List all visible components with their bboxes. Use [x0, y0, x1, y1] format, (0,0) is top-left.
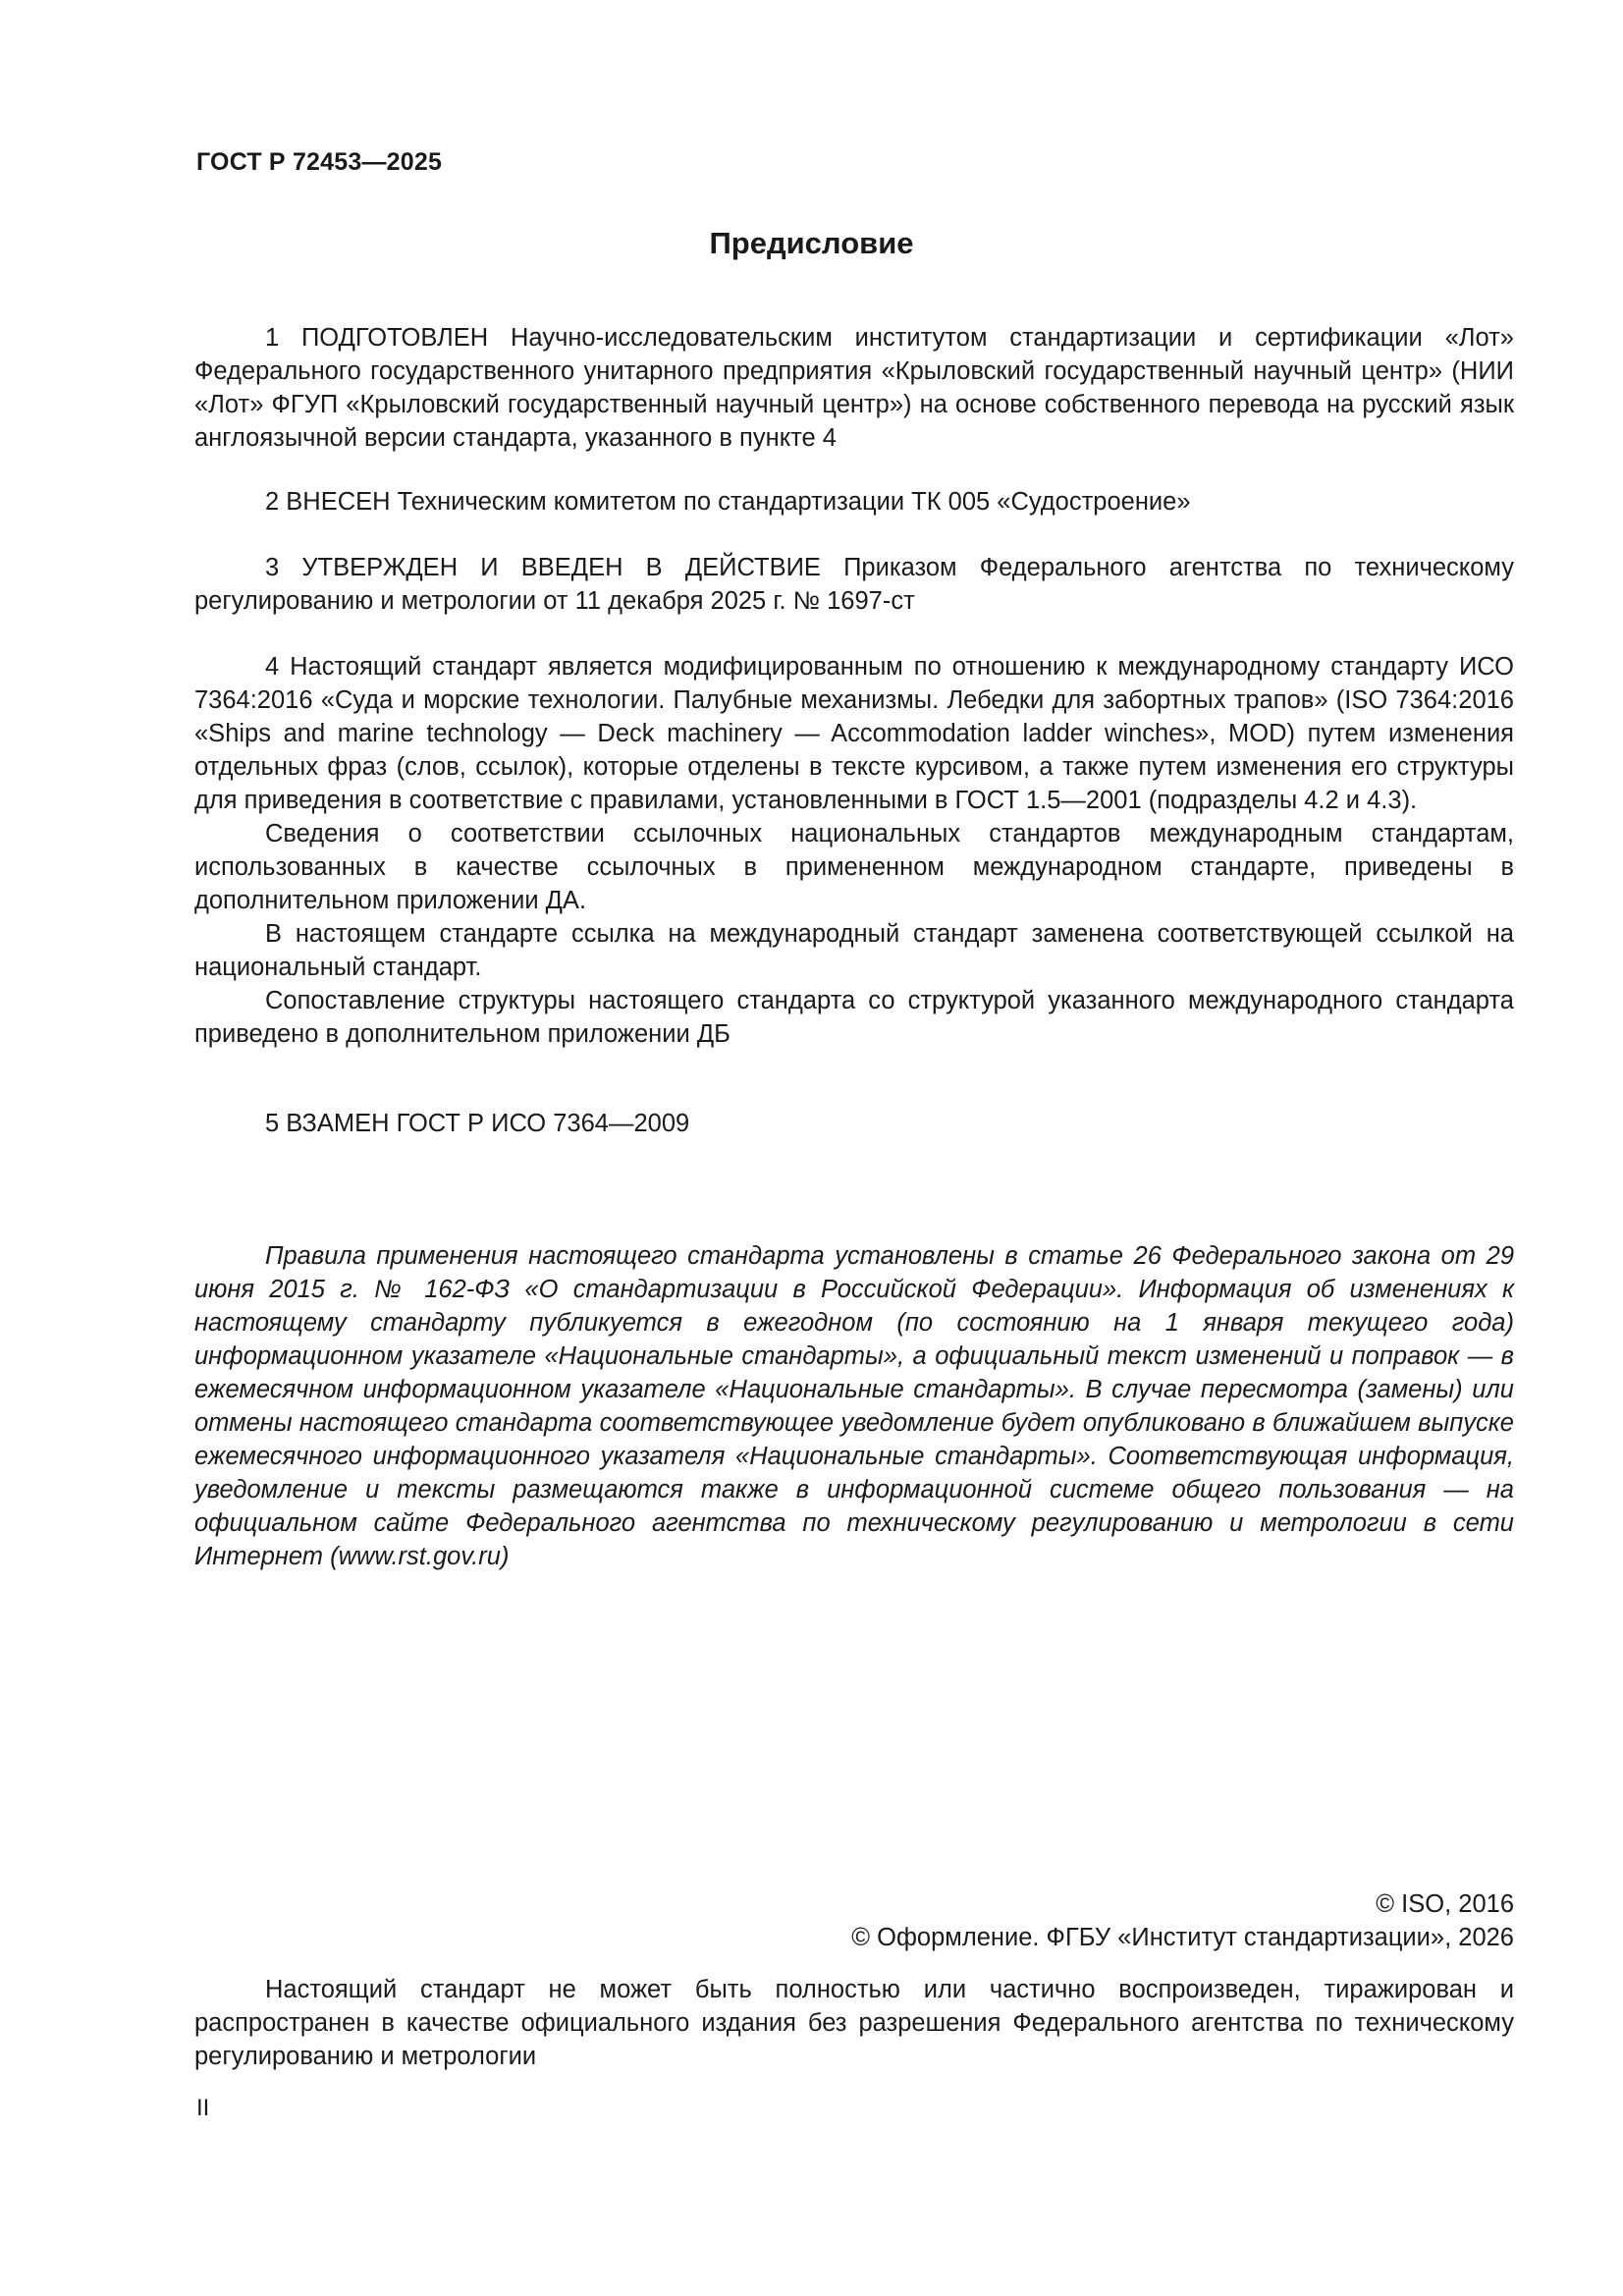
- paragraph-modification: 4 Настоящий стандарт является модифицированным по отношению к международному стандарту ИСО 7364:2016 «Суда и морские технологии. Палубные механизмы. Лебедки для забортных трапов» (ISO 7364:2016 «Ships and marine technology — Deck machinery — Accommodation ladder winches», MOD) путем изменения отдельных фраз (слов, ссылок), которые отделены в тексте курсивом, а также путем изменения его структуры для приведения в соответствие с правилами, установленными в ГОСТ 1.5—2001 (подразделы 4.2 и 4.3).: [194, 653, 1514, 814]
- paragraph-reference-replaced: В настоящем стандарте ссылка на международный стандарт заменена соответствующей ссылкой на национальный стандарт.: [194, 920, 1514, 981]
- paragraph-replaces: 5 ВЗАМЕН ГОСТ Р ИСО 7364—2009: [265, 1110, 690, 1137]
- page-number: II: [196, 2095, 210, 2121]
- page-title: Предисловие: [709, 226, 914, 260]
- document-code: ГОСТ Р 72453—2025: [196, 148, 443, 176]
- paragraph-introduced-by: 2 ВНЕСЕН Техническим комитетом по стандартизации ТК 005 «Судостроение»: [265, 488, 1191, 516]
- copyright-block: [851, 1887, 1514, 1954]
- reproduction-text: Настоящий стандарт не может быть полностью или частично воспроизведен, тиражирован и распространен в качестве официального издания без разрешения Федерального агентства по техническому регулированию и метрологии: [194, 1976, 1514, 2070]
- paragraph-approved: 3 УТВЕРЖДЕН И ВВЕДЕН В ДЕЙСТВИЕ Приказом Федерального агентства по техническому регулированию и метрологии от 11 декабря 2025 г. № 1697-ст: [194, 554, 1514, 615]
- copyright-iso: © ISO, 2016: [1376, 1890, 1514, 1918]
- application-rules-notice: [194, 1239, 1514, 1573]
- section-5: [194, 1107, 1514, 1140]
- reproduction-notice: [194, 1973, 1514, 2073]
- section-2: [194, 485, 1514, 519]
- notice-text: Правила применения настоящего стандарта установлены в статье 26 Федерального закона от 29 июня 2015 г. № 162-ФЗ «О стандартизации в Российской Федерации». Информация об изменениях к настоящему стандарту публикуется в ежегодном (по состоянию на 1 января текущего года) информационном указателе «Национальные стандарты», а официальный текст изменений и поправок — в ежемесячном информационном указателе «Национальные стандарты». В случае пересмотра (замены) или отмены настоящего стандарта соответствующее уведомление будет опубликовано в ближайшем выпуске ежемесячного информационного указателя «Национальные стандарты». Соответствующая информация, уведомление и тексты размещаются также в информационной системе общего пользования — на официальном сайте Федерального агентства по техническому регулированию и метрологии в сети Интернет (www.rst.gov.ru): [194, 1242, 1514, 1570]
- copyright-design: © Оформление. ФГБУ «Институт стандартизации», 2026: [851, 1924, 1514, 1951]
- paragraph-prepared-by: 1 ПОДГОТОВЛЕН Научно-исследовательским институтом стандартизации и сертификации «Лот» Федерального государственного унитарного предприятия «Крыловский государственный научный центр» (НИИ «Лот» ФГУП «Крыловский государственный научный центр») на основе собственного перевода на русский язык англоязычной версии стандарта, указанного в пункте 4: [194, 324, 1514, 452]
- section-1: [194, 321, 1514, 455]
- paragraph-reference-info: Сведения о соответствии ссылочных национальных стандартов международным стандартам, использованных в качестве ссылочных в примененном международном стандарте, приведены в дополнительном приложении ДА.: [194, 820, 1514, 914]
- section-4: [194, 650, 1514, 1051]
- paragraph-structure-comparison: Сопоставление структуры настоящего стандарта со структурой указанного международного стандарта приведено в дополнительном приложении ДБ: [194, 987, 1514, 1048]
- section-3: [194, 551, 1514, 618]
